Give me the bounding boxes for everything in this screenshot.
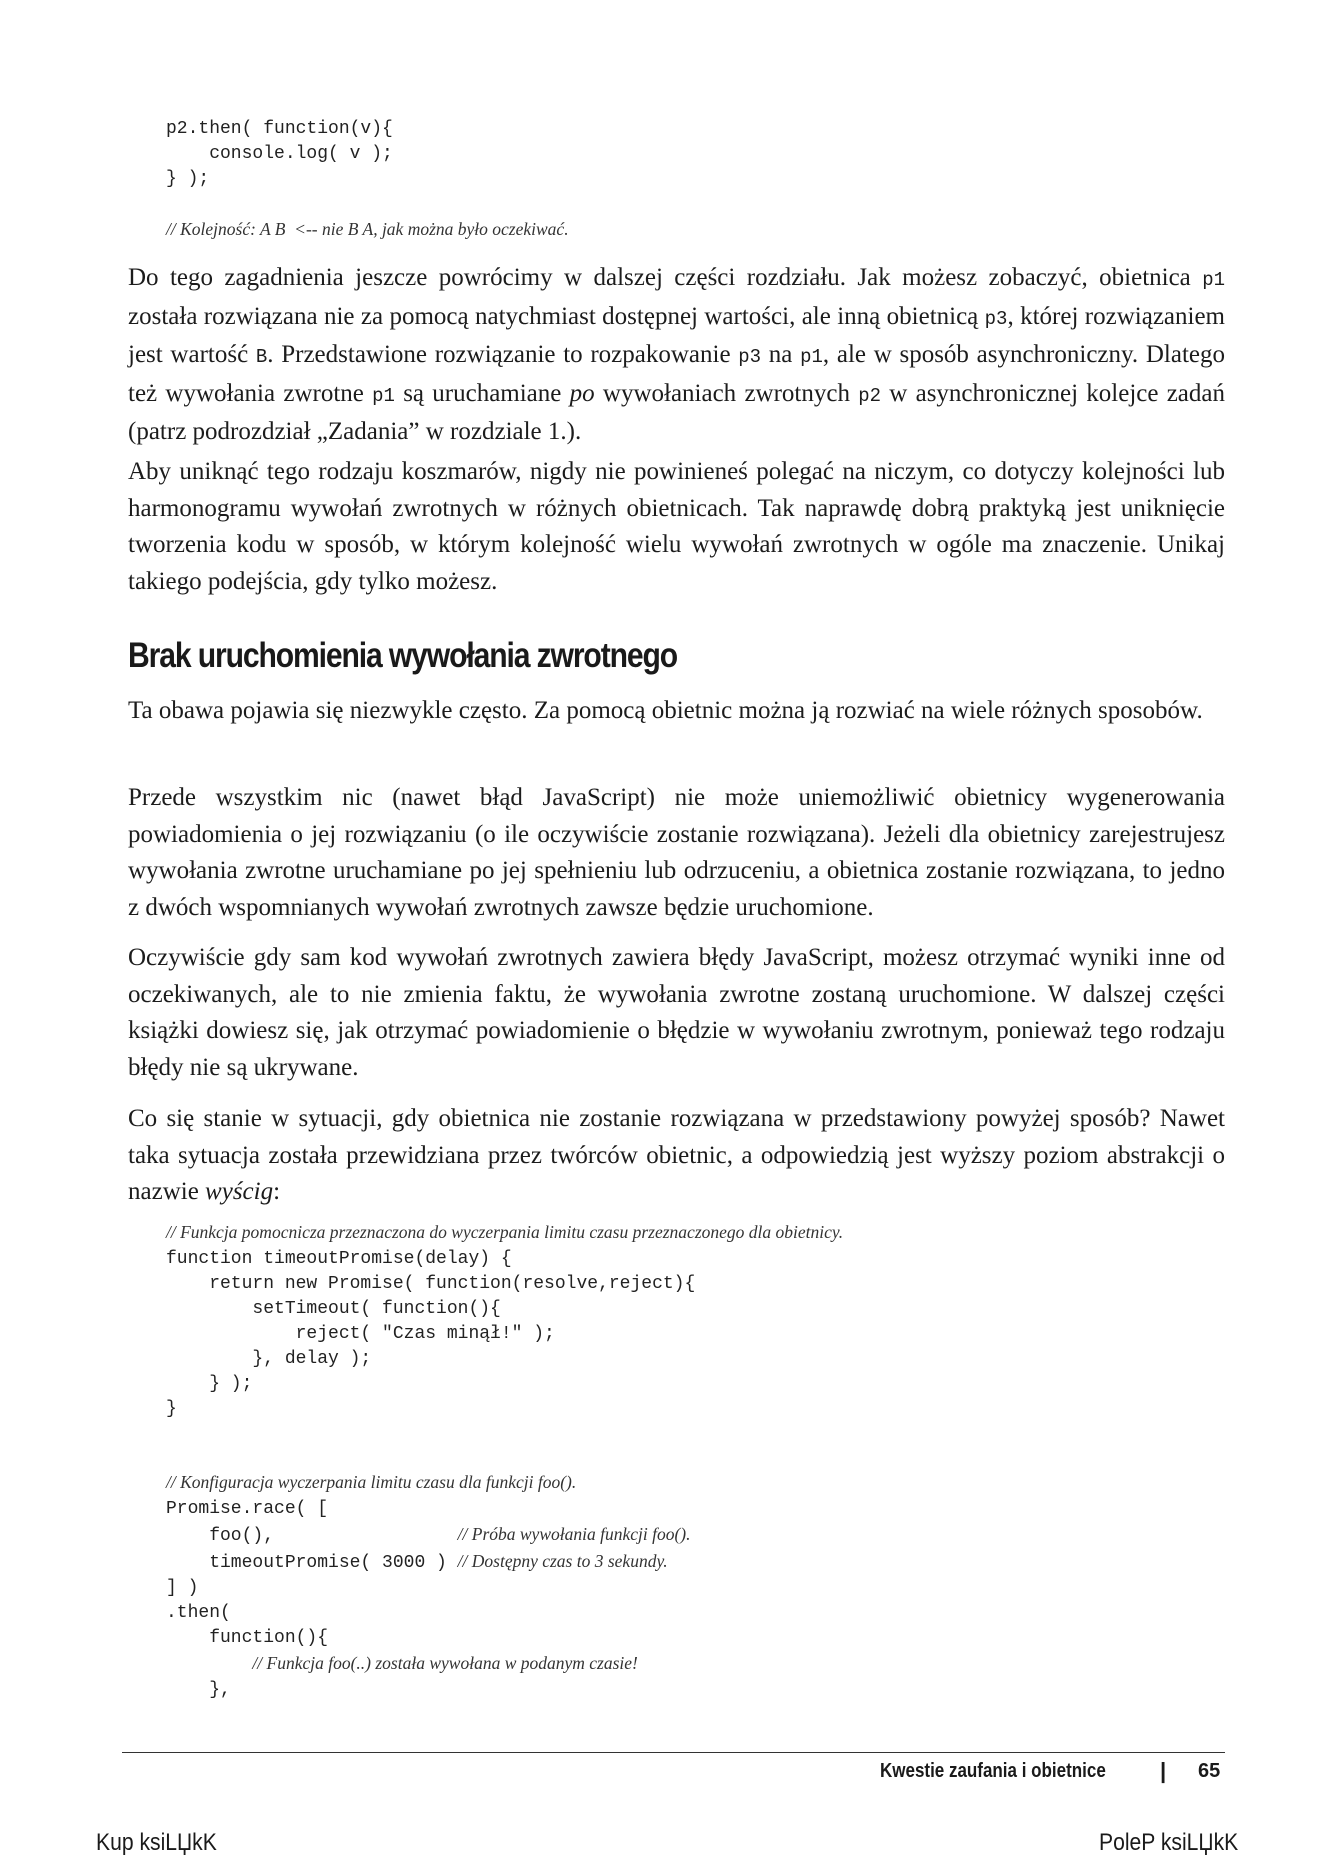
code-line: function timeoutPromise(delay) {	[166, 1249, 512, 1269]
text-run: :	[273, 1178, 281, 1205]
text-run: w asynchronicznej kolejce zadań (patrz podrozdział „Zadania” w rozdziale 1.).	[128, 379, 1226, 445]
paragraph-6	[128, 1101, 1225, 1211]
running-title: Kwestie zaufania i obietnice	[880, 1760, 1106, 1782]
code-line: setTimeout( function(){	[166, 1299, 501, 1319]
inline-code: p3	[738, 346, 762, 368]
inline-code: p3	[984, 307, 1008, 330]
text-run: została rozwiązana nie za pomocą natychmiast dostępnej wartości, ale inną obietnicą	[128, 302, 985, 330]
paragraph-3: Ta obawa pojawia się niezwykle często. Za pomocą obietnic można ją rozwiać na wiele różnych sposobów.	[128, 697, 1203, 724]
code-block-timeout-promise	[166, 1220, 843, 1422]
code-line: .then(	[166, 1603, 231, 1623]
code-line: } );	[166, 169, 210, 189]
inline-code: p1	[372, 384, 395, 407]
code-line: ] )	[166, 1578, 199, 1598]
code-line: }	[166, 1399, 177, 1419]
text-run: , której rozwiązaniem jest wartość	[128, 302, 1225, 368]
text-run: . Przedstawione rozwiązanie to rozpakowanie	[267, 341, 739, 368]
code-line: foo(),	[166, 1526, 458, 1546]
text-run: wywołaniach zwrotnych	[594, 379, 859, 407]
page-number: 65	[1198, 1760, 1221, 1782]
code-block-p2-then	[166, 117, 569, 244]
text-run: , ale w sposób asynchroniczny. Dlatego też wywołania zwrotne	[128, 341, 1225, 407]
section-heading: Brak uruchomienia wywołania zwrotnego	[128, 636, 678, 675]
inline-code: p1	[800, 346, 823, 368]
paragraph-1	[128, 260, 1225, 451]
text-run: Do tego zagadnienia jeszcze powrócimy w dalszej części rozdziału. Jak możesz zobaczyć, obietnica	[128, 264, 1203, 291]
code-comment: // Funkcja pomocnicza przeznaczona do wyczerpania limitu czasu przeznaczonego dla obietnicy.	[166, 1222, 844, 1242]
code-block-promise-race	[166, 1470, 690, 1703]
code-comment: // Próba wywołania funkcji foo().	[457, 1524, 691, 1544]
code-comment: // Funkcja foo(..) została wywołana w podanym czasie!	[252, 1653, 638, 1673]
text-run: Co się stanie w sytuacji, gdy obietnica nie zostanie rozwiązana w przedstawiony powyżej sposób? Nawet taka sytuacja została przewidziana przez twórców obietnic, a odpowiedzią jest wyższy poziom abstrakcji o nazwie	[128, 1105, 1225, 1205]
code-line: Promise.race( [	[166, 1499, 329, 1519]
code-line: p2.then( function(v){	[166, 119, 393, 139]
code-line: reject( "Czas minął!" );	[166, 1324, 555, 1344]
code-line: } );	[166, 1374, 253, 1394]
code-line: timeoutPromise( 3000 )	[166, 1553, 458, 1573]
code-line: },	[166, 1680, 231, 1700]
code-comment: // Kolejność: A B <-- nie B A, jak można było oczekiwać.	[166, 219, 569, 239]
code-comment: // Dostępny czas to 3 sekundy.	[457, 1551, 668, 1571]
text-run: są uruchamiane	[394, 379, 570, 407]
footer-link-recommend-book[interactable]: PoleP ksiLЏkK	[1098, 1829, 1238, 1856]
footer-separator: |	[1160, 1758, 1167, 1783]
inline-code: p1	[1202, 269, 1225, 291]
code-line: return new Promise( function(resolve,reject){	[166, 1274, 696, 1294]
footer-link-buy-book[interactable]: Kup ksiLЏkK	[96, 1829, 217, 1856]
paragraph-5: Oczywiście gdy sam kod wywołań zwrotnych zawiera błędy JavaScript, możesz otrzymać wyniki inne od oczekiwanych, ale to nie zmienia faktu, że wywołania zwrotne zostaną uruchomione. W dalszej części książki dowiesz się, jak otrzymać powiadomienie o błędzie w wywołaniu zwrotnym, ponieważ tego rodzaju błędy nie są ukrywane.	[128, 944, 1225, 1081]
code-line: console.log( v );	[166, 144, 393, 164]
text-run: na	[761, 341, 801, 368]
paragraph-2: Aby uniknąć tego rodzaju koszmarów, nigdy nie powinieneś polegać na niczym, co dotyczy kolejności lub harmonogramu wywołań zwrotnych w różnych obietnicach. Tak naprawdę dobrą praktyką jest uniknięcie tworzenia kodu w sposób, w którym kolejność wielu wywołań zwrotnych w ogóle ma znaczenie. Unikaj takiego podejścia, gdy tylko możesz.	[128, 458, 1225, 595]
inline-code: B	[255, 346, 268, 368]
emphasis: wyścig	[205, 1178, 274, 1205]
code-comment: // Konfiguracja wyczerpania limitu czasu dla funkcji foo().	[166, 1472, 577, 1492]
code-line: function(){	[166, 1628, 329, 1648]
code-line	[166, 1655, 252, 1675]
inline-code: p2	[858, 384, 882, 407]
paragraph-4: Przede wszystkim nic (nawet błąd JavaScript) nie może uniemożliwić obietnicy wygenerowania powiadomienia o jej rozwiązaniu (o ile oczywiście zostanie rozwiązana). Jeżeli dla obietnicy zarejestrujesz wywołania zwrotne uruchamiane po jej spełnieniu lub odrzuceniu, a obietnica zostanie rozwiązana, to jedno z dwóch wspomnianych wywołań zwrotnych zawsze będzie uruchomione.	[128, 784, 1225, 921]
code-line: }, delay );	[166, 1349, 372, 1369]
footer-divider	[122, 1752, 1225, 1753]
emphasis: po	[569, 379, 595, 407]
